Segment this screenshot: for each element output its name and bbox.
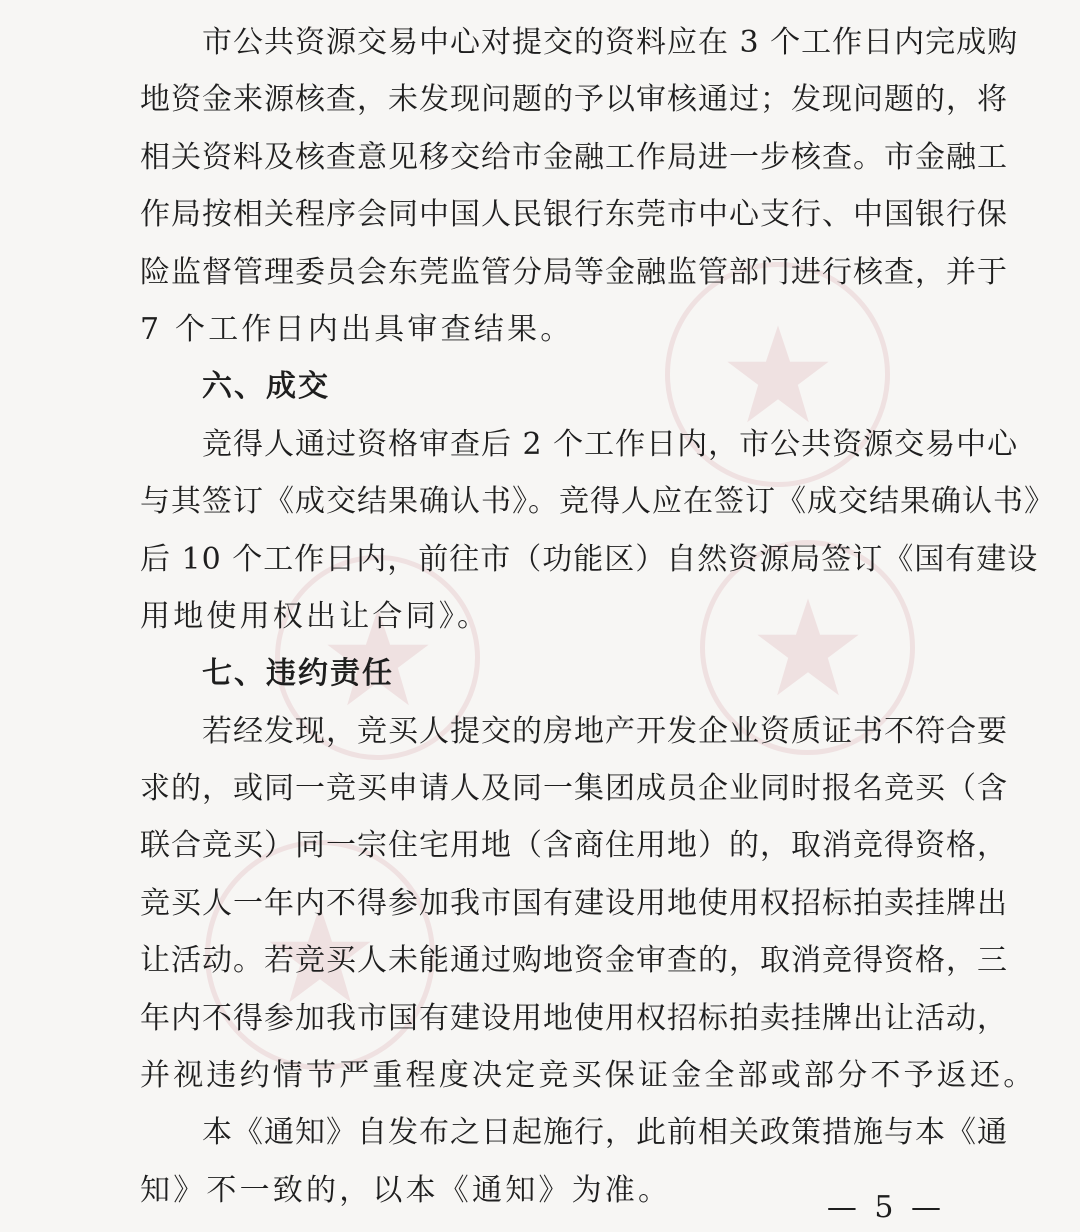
text-line: 本《通知》自发布之日起施行，此前相关政策措施与本《通 (202, 1115, 1008, 1151)
text-line: 7 个工作日内出具审查结果。 (140, 311, 574, 347)
text-line: 险监督管理委员会东莞监管分局等金融监管部门进行核查，并于 (140, 254, 1008, 290)
section-heading-deal: 六、成交 (202, 369, 330, 405)
text-line: 竞得人通过资格审查后 2 个工作日内，市公共资源交易中心 (202, 426, 1019, 462)
text-line: 求的，或同一竞买申请人及同一集团成员企业同时报名竞买（含 (140, 771, 1008, 807)
page-number: — 5 — (826, 1190, 945, 1225)
text-line: 让活动。若竞买人未能通过购地资金审查的，取消竞得资格，三 (140, 943, 1008, 979)
text-line: 市公共资源交易中心对提交的资料应在 3 个工作日内完成购 (202, 25, 1019, 60)
text-line: 用地使用权出让合同》。 (140, 598, 491, 634)
document-body (140, 14, 1055, 1219)
text-line: 后 10 个工作日内，前往市（功能区）自然资源局签订《国有建设 (140, 541, 1039, 577)
text-line: 年内不得参加我市国有建设用地使用权招标拍卖挂牌出让活动， (140, 1000, 1008, 1036)
section-heading-breach-liability: 七、违约责任 (202, 656, 394, 692)
text-line: 地资金来源核查，未发现问题的予以审核通过；发现问题的，将 (140, 82, 1008, 118)
text-line: 与其签订《成交结果确认书》。竞得人应在签订《成交结果确认书》 (140, 484, 1055, 520)
text-line: 竞买人一年内不得参加我市国有建设用地使用权招标拍卖挂牌出 (140, 885, 1008, 921)
text-line: 并视违约情节严重程度决定竞买保证金全部或部分不予返还。 (140, 1058, 1037, 1094)
text-line: 相关资料及核查意见移交给市金融工作局进一步核查。市金融工 (140, 139, 1008, 175)
text-line: 联合竞买）同一宗住宅用地（含商住用地）的，取消竞得资格， (140, 828, 1008, 864)
text-line: 作局按相关程序会同中国人民银行东莞市中心支行、中国银行保 (140, 197, 1008, 233)
text-line: 知》不一致的，以本《通知》为准。 (140, 1172, 672, 1208)
text-line: 若经发现，竞买人提交的房地产开发企业资质证书不符合要 (202, 713, 1008, 749)
